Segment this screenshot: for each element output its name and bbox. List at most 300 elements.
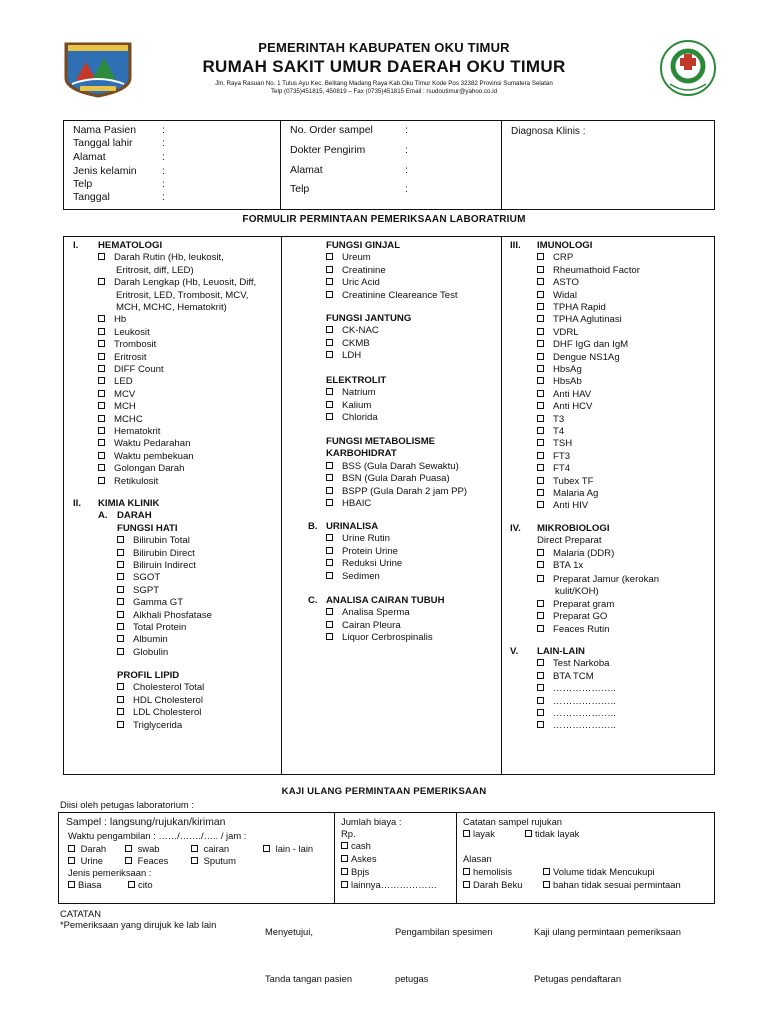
- option-hemolisis[interactable]: [463, 866, 512, 877]
- checkbox[interactable]: [537, 612, 544, 619]
- checkbox-item[interactable]: [326, 400, 371, 412]
- option-bpjs[interactable]: [341, 866, 369, 877]
- checkbox[interactable]: [537, 253, 544, 260]
- checkbox-item[interactable]: [117, 634, 168, 646]
- checkbox-item[interactable]: [537, 364, 582, 376]
- option-swab[interactable]: [125, 843, 160, 854]
- checkbox[interactable]: [537, 452, 544, 459]
- checkbox-item[interactable]: [98, 426, 160, 438]
- cairan-num: C.: [308, 595, 318, 606]
- item-label: Liquor Cerbrospinalis: [342, 632, 433, 644]
- checkbox[interactable]: [98, 377, 105, 384]
- checkbox[interactable]: [128, 881, 135, 888]
- checkbox[interactable]: [326, 291, 333, 298]
- field-no-order: No. Order sampel: [290, 124, 373, 136]
- item-label: Anti HIV: [553, 500, 589, 512]
- checkbox[interactable]: [117, 648, 124, 655]
- option-lain-lain[interactable]: [263, 843, 313, 854]
- checkbox[interactable]: [537, 709, 544, 716]
- item-label: Gamma GT: [133, 597, 184, 609]
- checkbox[interactable]: [326, 499, 333, 506]
- item-label: BSPP (Gula Darah 2 jam PP): [342, 485, 468, 497]
- checkbox[interactable]: [537, 266, 544, 273]
- checkbox[interactable]: [537, 684, 544, 691]
- checkbox[interactable]: [117, 623, 124, 630]
- item-label: Albumin: [133, 634, 168, 646]
- checkbox[interactable]: [117, 561, 124, 568]
- item-label: ………………..: [553, 708, 616, 719]
- checkbox-item[interactable]: [537, 463, 570, 475]
- checkbox[interactable]: [537, 477, 544, 484]
- checkbox-item[interactable]: [326, 558, 402, 570]
- option-cito[interactable]: [128, 879, 153, 890]
- checkbox-item[interactable]: [537, 500, 588, 512]
- field-alamat: Alamat: [73, 151, 106, 163]
- checkbox-item[interactable]: [326, 620, 401, 632]
- checkbox-item[interactable]: [537, 658, 610, 670]
- checkbox-item[interactable]: [98, 438, 190, 450]
- menyetujui-label: Menyetujui,: [265, 926, 313, 937]
- item-label: BSS (Gula Darah Sewaktu): [342, 460, 459, 472]
- checkbox[interactable]: [326, 388, 333, 395]
- item-label: Kalium: [342, 399, 372, 411]
- checkbox[interactable]: [326, 487, 333, 494]
- checkbox[interactable]: [117, 586, 124, 593]
- hema-title: HEMATOLOGI: [98, 240, 163, 251]
- option-label: cito: [138, 879, 153, 890]
- checkbox[interactable]: [341, 855, 348, 862]
- kaji-label: Kaji ulang permintaan pemeriksaan: [534, 926, 681, 937]
- checkbox[interactable]: [537, 291, 544, 298]
- checkbox[interactable]: [537, 561, 544, 568]
- option-label: layak: [473, 828, 495, 839]
- checkbox-item[interactable]: [537, 683, 616, 695]
- field-telp: Telp: [73, 178, 93, 190]
- item-continuation: Eritrosit, diff, LED): [116, 264, 194, 276]
- item-label: BTA TCM: [553, 670, 594, 682]
- checkbox[interactable]: [117, 598, 124, 605]
- checkbox-item[interactable]: [537, 352, 620, 364]
- option-bahan[interactable]: [543, 879, 681, 890]
- checkbox[interactable]: [326, 326, 333, 333]
- checkbox-item[interactable]: [117, 560, 196, 572]
- checkbox-item[interactable]: [326, 473, 450, 485]
- checkbox[interactable]: [117, 611, 124, 618]
- item-label: T3: [553, 413, 565, 425]
- checkbox-item[interactable]: [326, 632, 433, 644]
- checkbox-item[interactable]: [117, 597, 183, 609]
- checkbox[interactable]: [537, 278, 544, 285]
- checkbox[interactable]: [341, 881, 348, 888]
- checkbox[interactable]: [98, 253, 105, 260]
- checkbox-item[interactable]: [98, 414, 143, 426]
- checkbox-item[interactable]: [537, 414, 564, 426]
- item-label: MCH: [114, 401, 136, 413]
- checkbox[interactable]: [98, 340, 105, 347]
- checkbox[interactable]: [326, 608, 333, 615]
- jenis-label: Jenis pemeriksaan :: [68, 867, 152, 878]
- checkbox[interactable]: [68, 845, 75, 852]
- item-label: LDH: [342, 350, 362, 362]
- checkbox[interactable]: [117, 721, 124, 728]
- checkbox-item[interactable]: [326, 461, 459, 473]
- item-continuation: MCH, MCHC, Hematokrit): [116, 302, 227, 313]
- item-label: Chlorida: [342, 412, 378, 424]
- checkbox-item[interactable]: [326, 338, 370, 350]
- checkbox-item[interactable]: [117, 720, 182, 732]
- item-label: SGOT: [133, 572, 161, 584]
- checkbox-item[interactable]: [537, 624, 610, 636]
- checkbox-item[interactable]: [537, 720, 616, 732]
- ttd-pasien-label: Tanda tangan pasien: [265, 973, 353, 984]
- checkbox-item[interactable]: [537, 599, 614, 611]
- checkbox-item[interactable]: [117, 622, 186, 634]
- checkbox-item[interactable]: [326, 607, 410, 619]
- checkbox-item[interactable]: [537, 339, 628, 351]
- item-continuation: kulit/KOH): [555, 586, 599, 598]
- checkbox[interactable]: [537, 489, 544, 496]
- checkbox[interactable]: [326, 278, 333, 285]
- item-label: Hematokrit: [114, 426, 161, 437]
- checkbox[interactable]: [326, 413, 333, 420]
- item-label: Biliruin Indirect: [133, 560, 196, 571]
- checkbox[interactable]: [326, 559, 333, 566]
- checkbox[interactable]: [326, 621, 333, 628]
- checkbox[interactable]: [326, 401, 333, 408]
- option-label: Bpjs: [351, 866, 370, 877]
- item-label: Triglycerida: [133, 719, 183, 731]
- checkbox[interactable]: [537, 464, 544, 471]
- item-label: Bilirubin Total: [133, 535, 190, 547]
- urin-title: URINALISA: [326, 521, 379, 532]
- option-askes[interactable]: [341, 853, 377, 864]
- checkbox-item[interactable]: [98, 401, 136, 413]
- checkbox[interactable]: [98, 390, 105, 397]
- item-label: Retikulosit: [114, 475, 159, 487]
- item-label: Cholesterol Total: [133, 682, 205, 694]
- checkbox-item[interactable]: [537, 611, 607, 623]
- checkbox[interactable]: [326, 253, 333, 260]
- checkbox-item[interactable]: [326, 412, 378, 424]
- option-darah[interactable]: [68, 843, 106, 854]
- checkbox-item[interactable]: [117, 610, 212, 622]
- checkbox-item[interactable]: [98, 252, 224, 264]
- option-cairan[interactable]: [191, 843, 229, 854]
- checkbox-item[interactable]: [537, 426, 564, 438]
- option-cash[interactable]: [341, 840, 371, 851]
- checkbox-item[interactable]: [537, 548, 614, 560]
- review-title: KAJI ULANG PERMINTAAN PEMERIKSAAN: [281, 786, 487, 797]
- darah-num: A.: [98, 510, 108, 522]
- checkbox[interactable]: [463, 830, 470, 837]
- option-darah-beku[interactable]: [463, 879, 523, 890]
- pendaftaran-label: Petugas pendaftaran: [534, 973, 622, 984]
- checkbox-item[interactable]: [326, 486, 467, 498]
- checkbox[interactable]: [98, 402, 105, 409]
- item-label: Alkhali Phosfatase: [133, 609, 212, 621]
- option-label: Biasa: [78, 879, 102, 890]
- checkbox-item[interactable]: [537, 696, 616, 708]
- checkbox-item[interactable]: [98, 364, 164, 376]
- hospital-name: RUMAH SAKIT UMUR DAERAH OKU TIMUR: [202, 57, 566, 76]
- checkbox[interactable]: [537, 501, 544, 508]
- checkbox-item[interactable]: [117, 707, 201, 719]
- checkbox-item[interactable]: [537, 389, 591, 401]
- checkbox-item[interactable]: [326, 290, 458, 302]
- option-label: tidak layak: [535, 828, 580, 839]
- metab-title-2: KARBOHIDRAT: [326, 448, 397, 460]
- checkbox[interactable]: [125, 845, 132, 852]
- checkbox[interactable]: [117, 683, 124, 690]
- field-jenis-kelamin: Jenis kelamin: [73, 165, 137, 177]
- checkbox[interactable]: [98, 315, 105, 322]
- checkbox-item[interactable]: [537, 327, 579, 339]
- checkbox[interactable]: [537, 697, 544, 704]
- checkbox[interactable]: [537, 365, 544, 372]
- checkbox[interactable]: [117, 696, 124, 703]
- checkbox-item[interactable]: [117, 682, 204, 694]
- option-label: cairan: [203, 843, 230, 854]
- checkbox-item[interactable]: [537, 488, 598, 500]
- checkbox[interactable]: [537, 315, 544, 322]
- checkbox-item[interactable]: [98, 339, 156, 351]
- hati-title: FUNGSI HATI: [117, 522, 178, 534]
- checkbox-item[interactable]: [326, 265, 386, 277]
- item-label: Waktu Pedarahan: [114, 438, 191, 450]
- checkbox[interactable]: [98, 464, 105, 471]
- item-label: HDL Cholesterol: [133, 694, 204, 706]
- checkbox-item[interactable]: [117, 548, 195, 560]
- checkbox[interactable]: [537, 427, 544, 434]
- option-label: Askes: [351, 853, 377, 864]
- checkbox[interactable]: [68, 881, 75, 888]
- checkbox-item[interactable]: [326, 571, 380, 583]
- item-label: Dengue NS1Ag: [553, 351, 620, 363]
- checkbox-item[interactable]: [98, 314, 126, 326]
- checkbox[interactable]: [326, 339, 333, 346]
- checkbox-item[interactable]: [537, 265, 640, 277]
- checkbox-item[interactable]: [98, 451, 194, 463]
- pengambilan-label: Pengambilan spesimen: [395, 926, 493, 937]
- checkbox[interactable]: [326, 351, 333, 358]
- checkbox[interactable]: [191, 857, 198, 864]
- checkbox[interactable]: [326, 572, 333, 579]
- checkbox-item[interactable]: [537, 302, 606, 314]
- option-lainnya[interactable]: [341, 879, 437, 890]
- item-label: Widal: [553, 289, 577, 301]
- item-label: Darah Rutin (Hb, leukosit,: [114, 252, 224, 264]
- checkbox-item[interactable]: [537, 671, 594, 683]
- colon: :: [405, 183, 408, 195]
- checkbox-item[interactable]: [537, 277, 579, 289]
- checkbox[interactable]: [341, 868, 348, 875]
- item-label: BTA 1x: [553, 560, 584, 572]
- checkbox[interactable]: [117, 536, 124, 543]
- field-nama-pasien: Nama Pasien: [73, 124, 137, 136]
- checkbox-item[interactable]: [537, 451, 570, 463]
- item-label: Preparat Jamur (kerokan: [553, 574, 660, 585]
- checkbox[interactable]: [68, 857, 75, 864]
- checkbox[interactable]: [537, 672, 544, 679]
- checkbox[interactable]: [98, 353, 105, 360]
- checkbox-item[interactable]: [98, 376, 133, 388]
- checkbox[interactable]: [537, 575, 544, 582]
- elektrolit-title: ELEKTROLIT: [326, 375, 387, 386]
- checkbox[interactable]: [117, 708, 124, 715]
- biaya-rp: Rp.: [341, 828, 356, 839]
- lain-num: V.: [510, 646, 519, 657]
- checkbox[interactable]: [117, 635, 124, 642]
- checkbox-item[interactable]: [117, 572, 160, 584]
- checkbox[interactable]: [98, 278, 105, 285]
- item-label: VDRL: [553, 326, 579, 338]
- checkbox-item[interactable]: [117, 695, 203, 707]
- item-label: Globulin: [133, 646, 169, 658]
- checkbox-item[interactable]: [98, 476, 158, 488]
- checkbox-item[interactable]: [537, 560, 583, 572]
- checkbox-item[interactable]: [326, 350, 361, 362]
- item-label: Feaces Rutin: [553, 623, 610, 635]
- kimia-title: KIMIA KLINIK: [98, 498, 160, 509]
- option-label: swab: [137, 843, 160, 854]
- checkbox[interactable]: [537, 721, 544, 728]
- colon: :: [405, 164, 408, 176]
- checkbox[interactable]: [537, 340, 544, 347]
- item-label: Sedimen: [342, 570, 380, 582]
- item-label: ………………..: [553, 720, 616, 732]
- checkbox-item[interactable]: [326, 325, 379, 337]
- lipid-title: PROFIL LIPID: [117, 670, 180, 681]
- item-label: Eritrosit: [114, 351, 147, 363]
- checkbox[interactable]: [543, 868, 550, 875]
- option-label: lain - lain: [275, 843, 314, 854]
- checkbox[interactable]: [463, 881, 470, 888]
- checkbox[interactable]: [98, 328, 105, 335]
- checkbox-item[interactable]: [117, 647, 168, 659]
- checkbox[interactable]: [98, 477, 105, 484]
- checkbox[interactable]: [326, 534, 333, 541]
- checkbox[interactable]: [326, 633, 333, 640]
- item-label: MCV: [114, 388, 136, 400]
- checkbox-item[interactable]: [537, 708, 616, 720]
- checkbox[interactable]: [537, 659, 544, 666]
- item-label: Waktu pembekuan: [114, 450, 194, 462]
- checkbox[interactable]: [98, 452, 105, 459]
- checkbox[interactable]: [537, 415, 544, 422]
- checkbox-item[interactable]: [117, 535, 190, 547]
- checkbox[interactable]: [537, 439, 544, 446]
- checkbox[interactable]: [117, 549, 124, 556]
- field-tanggal-lahir: Tanggal lahir: [73, 137, 133, 149]
- item-label: ASTO: [553, 277, 579, 289]
- checkbox[interactable]: [537, 625, 544, 632]
- checkbox-item[interactable]: [98, 389, 135, 401]
- diagnosa-klinis: Diagnosa Klinis :: [511, 126, 586, 137]
- checkbox[interactable]: [191, 845, 198, 852]
- checkbox-item[interactable]: [537, 376, 582, 388]
- option-feaces[interactable]: [125, 855, 168, 866]
- checkbox[interactable]: [98, 439, 105, 446]
- item-label: Malaria Ag: [553, 488, 599, 499]
- checkbox[interactable]: [463, 868, 470, 875]
- checkbox[interactable]: [326, 474, 333, 481]
- checkbox[interactable]: [543, 881, 550, 888]
- item-label: FT4: [553, 463, 571, 475]
- checkbox[interactable]: [537, 402, 544, 409]
- item-label: Preparat gram: [553, 598, 615, 610]
- checkbox[interactable]: [98, 427, 105, 434]
- checkbox[interactable]: [537, 328, 544, 335]
- checkbox-item[interactable]: [326, 546, 398, 558]
- checkbox-item[interactable]: [326, 533, 390, 545]
- checkbox[interactable]: [326, 547, 333, 554]
- checkbox-item[interactable]: [98, 327, 150, 339]
- item-label: TPHA Rapid: [553, 302, 606, 313]
- checkbox-item[interactable]: [98, 277, 256, 289]
- checkbox[interactable]: [537, 549, 544, 556]
- option-sputum[interactable]: [191, 855, 236, 866]
- option-volume[interactable]: [543, 866, 655, 877]
- checkbox-item[interactable]: [537, 252, 573, 264]
- checkbox[interactable]: [537, 600, 544, 607]
- checkbox[interactable]: [117, 573, 124, 580]
- item-label: Darah Lengkap (Hb, Leuosit, Diff,: [114, 277, 257, 289]
- colon: :: [405, 144, 408, 156]
- checkbox-item[interactable]: [326, 252, 371, 264]
- checkbox-item[interactable]: [537, 314, 622, 326]
- checkbox-item[interactable]: [98, 463, 184, 475]
- checkbox[interactable]: [125, 857, 132, 864]
- item-label: LDL Cholesterol: [133, 707, 202, 719]
- checkbox[interactable]: [326, 266, 333, 273]
- checkbox[interactable]: [537, 303, 544, 310]
- checkbox[interactable]: [537, 377, 544, 384]
- address-line: Jln. Raya Rasuan No. 1 Tulus Ayu Kec. Belitang Madang Raya Kab.Oku Timur Kode Pos 32382 Provinsi Sumatera Selatan: [215, 80, 553, 87]
- item-label: Reduksi Urine: [342, 558, 403, 570]
- option-label: lainnya………………: [351, 879, 437, 890]
- checkbox[interactable]: [263, 845, 270, 852]
- checkbox-item[interactable]: [326, 277, 380, 289]
- checkbox-item[interactable]: [537, 476, 594, 488]
- option-tidak-layak[interactable]: [525, 828, 579, 839]
- checkbox-item[interactable]: [537, 290, 577, 302]
- checkbox-item[interactable]: [98, 352, 147, 364]
- checkbox[interactable]: [341, 842, 348, 849]
- checkbox[interactable]: [537, 353, 544, 360]
- checkbox-item[interactable]: [326, 498, 371, 510]
- option-layak[interactable]: [463, 828, 495, 839]
- checkbox-item[interactable]: [537, 401, 592, 413]
- item-label: SGPT: [133, 584, 160, 596]
- option-biasa[interactable]: [68, 879, 101, 890]
- checkbox[interactable]: [525, 830, 532, 837]
- checkbox[interactable]: [326, 462, 333, 469]
- colon: :: [162, 165, 165, 177]
- checkbox-item[interactable]: [537, 438, 572, 450]
- checkbox-item[interactable]: [537, 574, 659, 586]
- checkbox[interactable]: [98, 415, 105, 422]
- checkbox[interactable]: [98, 365, 105, 372]
- item-label: TPHA Aglutinasi: [553, 314, 622, 326]
- checkbox-item[interactable]: [117, 585, 159, 597]
- checkbox-item[interactable]: [326, 387, 376, 399]
- item-label: T4: [553, 426, 565, 437]
- item-label: Test Narkoba: [553, 658, 610, 670]
- checkbox[interactable]: [537, 390, 544, 397]
- imun-title: IMUNOLOGI: [537, 240, 593, 251]
- option-urine[interactable]: [68, 855, 103, 866]
- colon: :: [162, 137, 165, 149]
